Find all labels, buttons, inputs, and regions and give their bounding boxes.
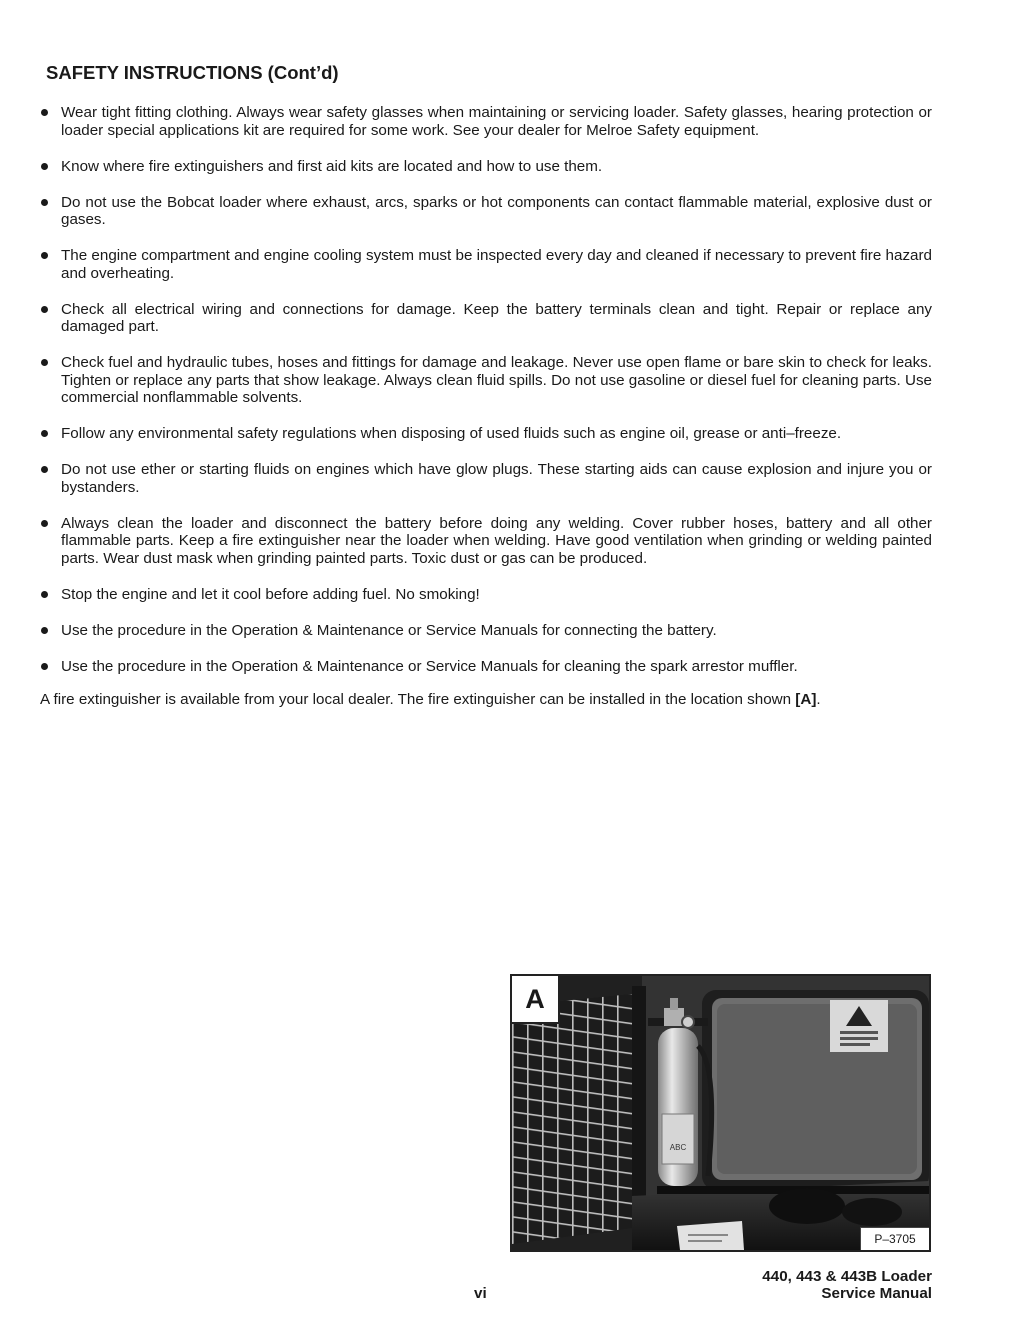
section-heading: SAFETY INSTRUCTIONS (Cont’d) <box>46 62 339 83</box>
safety-instructions-list <box>40 104 932 694</box>
bullet-icon <box>41 163 48 170</box>
bullet-icon <box>41 520 48 527</box>
bullet-icon <box>41 199 48 206</box>
bullet-icon <box>41 430 48 437</box>
figure-reference: [A] <box>795 691 817 708</box>
list-item-text: Always clean the loader and disconnect the battery before doing any welding. Cover rubber hoses, battery and all other flammable parts. Keep a fire extinguisher near the loader when welding. Have good ventilation when grinding or welding painted parts. Wear dust mask when grinding painted parts. Toxic dust or gas can be produced. <box>61 514 932 567</box>
list-item <box>40 158 932 176</box>
bullet-icon <box>41 359 48 366</box>
bullet-icon <box>41 663 48 670</box>
list-item-text: Use the procedure in the Operation & Maintenance or Service Manuals for connecting the battery. <box>61 621 717 639</box>
list-item-text: Do not use the Bobcat loader where exhaust, arcs, sparks or hot components can contact flammable material, explosive dust or gases. <box>61 193 932 228</box>
list-item-text: Follow any environmental safety regulations when disposing of used fluids such as engine oil, grease or anti–freeze. <box>61 425 842 442</box>
bullet-icon <box>41 109 48 116</box>
list-item-text: Check all electrical wiring and connections for damage. Keep the battery terminals clean and tight. Repair or replace any damaged part. <box>61 300 932 335</box>
list-item <box>40 515 932 568</box>
bullet-icon <box>41 627 48 634</box>
list-item-text: Check fuel and hydraulic tubes, hoses and fittings for damage and leakage. Never use open flame or bare skin to check for leaks. Tighten or replace any parts that show leakage. Always clean fluid spills. Do not use gasoline or diesel fuel for cleaning parts. Use commercial nonflammable solvents. <box>61 354 932 406</box>
figure-label: A <box>512 976 560 1024</box>
list-item <box>40 194 932 229</box>
list-item <box>40 247 932 282</box>
list-item <box>40 658 932 676</box>
list-item-text: Wear tight fitting clothing. Always wear safety glasses when maintaining or servicing loader. Safety glasses, hearing protection or loader special applications kit are required for some work. See your dealer for Melroe Safety equipment. <box>61 104 932 139</box>
bullet-icon <box>41 252 48 259</box>
extinguisher-photo <box>512 976 929 1250</box>
note-text: A fire extinguisher is available from your local dealer. The fire extinguisher can be installed in the location shown <box>40 691 796 708</box>
list-item <box>40 586 932 604</box>
list-item-text: Stop the engine and let it cool before adding fuel. No smoking! <box>61 585 480 603</box>
bullet-icon <box>41 591 48 598</box>
list-item-text: The engine compartment and engine cooling system must be inspected every day and cleaned if necessary to prevent fire hazard and overheating. <box>61 247 932 282</box>
extinguisher-note <box>40 691 940 709</box>
figure-code: P–3705 <box>860 1227 929 1250</box>
list-item-text: Use the procedure in the Operation & Maintenance or Service Manuals for cleaning the spark arrestor muffler. <box>61 657 798 675</box>
bullet-icon <box>41 466 48 473</box>
figure-a <box>510 974 931 1252</box>
footer-model: 440, 443 & 443B Loader <box>762 1268 932 1285</box>
note-end: . <box>816 691 821 708</box>
page-number: vi <box>474 1285 487 1302</box>
extinguisher-label: ABC <box>669 1143 687 1152</box>
list-item <box>40 425 932 443</box>
list-item <box>40 622 932 640</box>
footer-manual: Service Manual <box>821 1285 932 1302</box>
list-item <box>40 461 932 496</box>
bullet-icon <box>41 306 48 313</box>
list-item <box>40 301 932 336</box>
list-item <box>40 104 932 139</box>
list-item-text: Know where fire extinguishers and first aid kits are located and how to use them. <box>61 157 603 175</box>
list-item <box>40 354 932 407</box>
footer-title <box>762 1268 932 1302</box>
list-item-text: Do not use ether or starting fluids on engines which have glow plugs. These starting aids can cause explosion and injure you or bystanders. <box>61 461 932 496</box>
